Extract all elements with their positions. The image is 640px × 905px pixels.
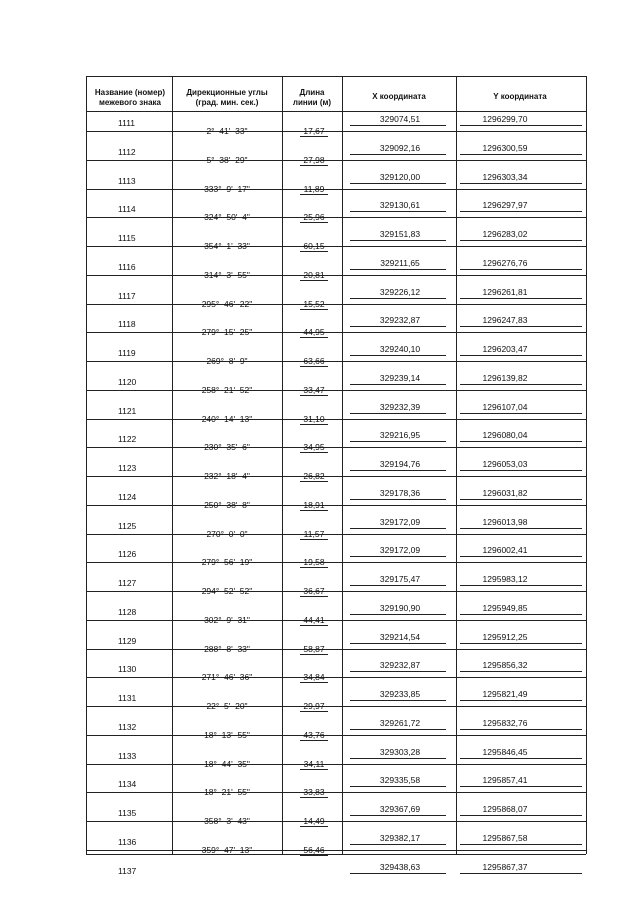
row-border — [300, 510, 328, 511]
x-coordinate: 329178,36 — [379, 487, 421, 498]
y-coordinate: 1296053,03 — [482, 459, 528, 469]
row-border — [350, 815, 446, 816]
row-border — [300, 539, 328, 540]
row-border — [350, 125, 446, 126]
row-border — [300, 424, 328, 425]
direction-angle: 18° 44' 35" — [204, 758, 250, 769]
row-border — [300, 481, 328, 482]
row-border — [460, 211, 582, 212]
header-length: Длина линии (м) — [292, 88, 332, 107]
row-border — [350, 499, 446, 500]
line-length: 14,49 — [303, 816, 325, 826]
point-name: 1112 — [118, 146, 136, 157]
row-border — [460, 528, 582, 529]
row-border — [350, 470, 446, 471]
row-border — [86, 534, 586, 535]
row-border — [86, 275, 586, 276]
row-border — [300, 654, 328, 655]
direction-angle: 333° 9' 17" — [204, 183, 250, 194]
column-border — [342, 76, 343, 854]
row-border — [300, 194, 328, 195]
line-length: 44,41 — [303, 614, 325, 625]
y-coordinate: 1296276,76 — [482, 257, 528, 268]
direction-angle: 279° 56' 19" — [201, 557, 253, 568]
direction-angle: 270° 0' 0" — [206, 528, 248, 539]
line-length: 34,11 — [303, 758, 325, 769]
line-length: 34,95 — [303, 442, 325, 453]
direction-angle: 22° 5' 20" — [206, 701, 248, 711]
row-border — [86, 447, 586, 448]
direction-angle: 294° 52' 52" — [201, 586, 253, 596]
row-border — [460, 413, 582, 414]
row-border — [460, 298, 582, 299]
line-length: 31,10 — [303, 413, 325, 424]
row-border — [300, 826, 328, 827]
row-border — [86, 246, 586, 247]
row-border — [350, 441, 446, 442]
x-coordinate: 329130,61 — [379, 200, 421, 211]
row-border — [86, 304, 586, 305]
row-border — [350, 758, 446, 759]
direction-angle: 250° 38' 8" — [204, 499, 250, 510]
direction-angle: 258° 21' 52" — [201, 384, 253, 395]
point-name: 1126 — [118, 549, 137, 560]
row-border — [460, 671, 582, 672]
y-coordinate: 1295821,49 — [482, 689, 528, 699]
x-coordinate: 329074,51 — [379, 114, 421, 124]
row-border — [300, 366, 328, 367]
direction-angle: 269° 8' 9" — [206, 356, 248, 366]
row-border — [300, 452, 328, 453]
point-name: 1134 — [118, 779, 137, 790]
direction-angle: 232° 18' 4" — [204, 471, 250, 481]
row-border — [86, 620, 586, 621]
line-length: 18,91 — [303, 499, 325, 510]
direction-angle: 288° 8' 33" — [204, 643, 250, 654]
direction-angle: 230° 35' 6" — [204, 442, 250, 453]
point-name: 1115 — [118, 233, 136, 243]
line-length: 29,97 — [303, 701, 325, 711]
row-border — [460, 614, 582, 615]
row-border — [86, 131, 586, 132]
line-length: 27,98 — [303, 154, 325, 165]
row-border — [86, 850, 586, 851]
direction-angle: 358° 3' 43" — [204, 816, 250, 826]
point-name: 1124 — [118, 491, 137, 502]
y-coordinate: 1296261,81 — [482, 286, 528, 297]
row-border — [86, 505, 586, 506]
point-name: 1127 — [118, 578, 137, 588]
direction-angle: 2° 41' 33" — [206, 126, 248, 136]
y-coordinate: 1295867,58 — [482, 832, 528, 843]
row-border — [86, 361, 586, 362]
line-length: 58,87 — [303, 643, 325, 654]
y-coordinate: 1296299,70 — [482, 114, 528, 124]
line-length: 17,67 — [303, 126, 325, 136]
row-border — [460, 729, 582, 730]
row-border — [350, 355, 446, 356]
point-name: 1118 — [118, 319, 136, 330]
point-name: 1125 — [118, 520, 137, 531]
y-coordinate: 1296297,97 — [482, 200, 528, 211]
row-border — [86, 649, 586, 650]
row-border — [350, 154, 446, 155]
line-length: 36,67 — [303, 586, 325, 596]
x-coordinate: 329303,28 — [379, 746, 421, 757]
x-coordinate: 329232,87 — [379, 660, 421, 671]
row-border — [350, 729, 446, 730]
direction-angle: 359° 47' 13" — [201, 844, 253, 855]
row-border — [86, 735, 586, 736]
y-coordinate: 1295846,45 — [482, 746, 528, 757]
row-border — [460, 758, 582, 759]
row-border — [460, 269, 582, 270]
row-border — [86, 706, 586, 707]
row-border — [350, 528, 446, 529]
row-border — [350, 585, 446, 586]
row-border — [460, 154, 582, 155]
column-border — [282, 76, 283, 854]
x-coordinate: 329151,83 — [379, 229, 421, 239]
y-coordinate: 1295867,37 — [482, 861, 528, 872]
x-coordinate: 329194,76 — [379, 459, 421, 469]
row-border — [300, 596, 328, 597]
direction-angle: 354° 1' 33" — [204, 241, 250, 251]
direction-angle: 324° 50' 4" — [204, 212, 250, 223]
point-name: 1119 — [118, 348, 136, 358]
row-border — [86, 189, 586, 190]
y-coordinate: 1296080,04 — [482, 430, 528, 441]
y-coordinate: 1295949,85 — [482, 602, 528, 613]
row-border — [460, 786, 582, 787]
point-name: 1123 — [118, 463, 137, 473]
line-length: 44,95 — [303, 327, 325, 338]
row-border — [350, 671, 446, 672]
line-length: 63,66 — [303, 356, 325, 366]
line-length: 20,81 — [303, 269, 325, 280]
y-coordinate: 1296203,47 — [482, 344, 528, 354]
column-border — [456, 76, 457, 854]
x-coordinate: 329240,10 — [379, 344, 421, 354]
row-border — [350, 413, 446, 414]
header-angle: Дирекционные углы (град. мин. сек.) — [186, 88, 268, 107]
row-border — [300, 280, 328, 281]
y-coordinate: 1295832,76 — [482, 717, 528, 728]
row-border — [86, 419, 586, 420]
row-border — [460, 815, 582, 816]
direction-angle: 18° 21' 55" — [204, 787, 250, 798]
row-border — [300, 740, 328, 741]
row-border — [86, 821, 586, 822]
column-border — [172, 76, 173, 854]
point-name: 1116 — [118, 261, 136, 272]
line-length: 33,47 — [303, 384, 325, 395]
point-name: 1129 — [118, 635, 137, 646]
row-border — [350, 326, 446, 327]
row-border — [300, 136, 328, 137]
header-x: X координата — [372, 92, 426, 101]
point-name: 1131 — [118, 693, 137, 703]
header-y: Y координата — [493, 92, 547, 101]
row-border — [350, 614, 446, 615]
row-border — [86, 591, 586, 592]
row-border — [460, 355, 582, 356]
line-length: 15,52 — [303, 298, 325, 309]
row-border — [86, 792, 586, 793]
line-length: 56,46 — [303, 844, 325, 855]
row-border — [300, 251, 328, 252]
direction-angle: 295° 46' 22" — [201, 298, 253, 309]
direction-angle: 271° 46' 36" — [201, 672, 253, 683]
row-border — [460, 326, 582, 327]
x-coordinate: 329211,65 — [380, 257, 420, 268]
line-length: 34,84 — [303, 672, 325, 683]
column-border — [86, 76, 87, 854]
x-coordinate: 329233,85 — [379, 689, 421, 699]
direction-angle: 18° 13' 55" — [204, 729, 250, 740]
y-coordinate: 1296107,04 — [482, 401, 528, 412]
point-name: 1137 — [118, 865, 137, 876]
row-border — [350, 556, 446, 557]
point-name: 1133 — [118, 750, 137, 761]
y-coordinate: 1295912,25 — [482, 631, 528, 642]
point-name: 1132 — [118, 721, 137, 732]
row-border — [460, 643, 582, 644]
header-name: Название (номер) межевого знака — [94, 88, 166, 107]
line-length: 25,96 — [303, 212, 325, 223]
row-border — [86, 111, 586, 112]
row-border — [460, 183, 582, 184]
x-coordinate: 329092,16 — [379, 142, 421, 153]
y-coordinate: 1296300,59 — [482, 142, 528, 153]
y-coordinate: 1295856,32 — [482, 660, 528, 671]
row-border — [350, 844, 446, 845]
row-border — [86, 562, 586, 563]
x-coordinate: 329239,14 — [379, 372, 421, 383]
y-coordinate: 1296002,41 — [482, 545, 528, 556]
row-border — [86, 476, 586, 477]
point-name: 1117 — [118, 290, 136, 301]
line-length: 26,82 — [303, 471, 325, 481]
point-name: 1121 — [118, 405, 137, 416]
line-length: 11,57 — [303, 528, 325, 539]
row-border — [460, 384, 582, 385]
point-name: 1130 — [118, 664, 137, 675]
line-length: 43,76 — [303, 729, 325, 740]
point-name: 1114 — [118, 204, 136, 215]
row-border — [460, 873, 582, 874]
y-coordinate: 1295983,12 — [482, 574, 528, 584]
point-name: 1113 — [118, 175, 136, 186]
direction-angle: 314° 3' 55" — [204, 269, 250, 280]
row-border — [300, 222, 328, 223]
direction-angle: 5° 38' 29" — [206, 154, 248, 165]
point-name: 1111 — [118, 118, 136, 128]
y-coordinate: 1296247,83 — [482, 315, 528, 326]
row-border — [350, 873, 446, 874]
row-border — [350, 298, 446, 299]
row-border — [86, 390, 586, 391]
row-border — [460, 844, 582, 845]
y-coordinate: 1296139,82 — [482, 372, 528, 383]
y-coordinate: 1296013,98 — [482, 516, 528, 527]
row-border — [350, 786, 446, 787]
row-border — [86, 217, 586, 218]
x-coordinate: 329172,09 — [379, 516, 421, 527]
x-coordinate: 329226,12 — [379, 286, 421, 297]
row-border — [300, 337, 328, 338]
y-coordinate: 1295868,07 — [482, 804, 528, 814]
row-border — [350, 643, 446, 644]
row-border — [86, 160, 586, 161]
x-coordinate: 329232,87 — [379, 315, 421, 326]
row-border — [300, 682, 328, 683]
row-border — [460, 556, 582, 557]
row-border — [300, 309, 328, 310]
row-border — [300, 395, 328, 396]
column-border — [586, 76, 587, 854]
row-border — [350, 211, 446, 212]
y-coordinate: 1296031,82 — [482, 487, 528, 498]
x-coordinate: 329175,47 — [379, 574, 421, 584]
point-name: 1120 — [118, 376, 137, 387]
point-name: 1128 — [118, 606, 137, 617]
x-coordinate: 329367,69 — [379, 804, 421, 814]
row-border — [86, 332, 586, 333]
x-coordinate: 329382,17 — [379, 832, 421, 843]
row-border — [86, 76, 586, 77]
x-coordinate: 329261,72 — [379, 717, 421, 728]
point-name: 1122 — [118, 434, 137, 445]
point-name: 1136 — [118, 836, 137, 847]
row-border — [460, 125, 582, 126]
row-border — [300, 769, 328, 770]
row-border — [460, 499, 582, 500]
row-border — [300, 165, 328, 166]
line-length: 11,89 — [303, 183, 325, 194]
row-border — [86, 854, 586, 855]
x-coordinate: 329216,95 — [379, 430, 421, 441]
row-border — [350, 183, 446, 184]
x-coordinate: 329172,09 — [379, 545, 421, 556]
row-border — [300, 625, 328, 626]
direction-angle: 240° 14' 13" — [201, 413, 253, 424]
x-coordinate: 329190,90 — [379, 602, 421, 613]
row-border — [300, 567, 328, 568]
row-border — [86, 764, 586, 765]
row-border — [460, 240, 582, 241]
row-border — [86, 677, 586, 678]
y-coordinate: 1296303,34 — [482, 171, 528, 182]
point-name: 1135 — [118, 808, 137, 818]
row-border — [460, 470, 582, 471]
row-border — [460, 585, 582, 586]
row-border — [300, 797, 328, 798]
row-border — [350, 384, 446, 385]
y-coordinate: 1295857,41 — [482, 775, 528, 786]
x-coordinate: 329438,63 — [379, 861, 421, 872]
x-coordinate: 329214,54 — [379, 631, 421, 642]
line-length: 60,15 — [303, 241, 325, 251]
row-border — [350, 240, 446, 241]
x-coordinate: 329335,58 — [379, 775, 421, 786]
direction-angle: 302° 9' 31" — [204, 614, 250, 625]
x-coordinate: 329232,39 — [379, 401, 421, 412]
row-border — [460, 441, 582, 442]
line-length: 19,58 — [303, 557, 325, 568]
row-border — [350, 700, 446, 701]
y-coordinate: 1296283,02 — [482, 229, 528, 239]
row-border — [350, 269, 446, 270]
row-border — [300, 711, 328, 712]
row-border — [460, 700, 582, 701]
x-coordinate: 329120,00 — [379, 171, 421, 182]
line-length: 33,83 — [303, 787, 325, 798]
direction-angle: 279° 15' 25" — [201, 327, 253, 338]
